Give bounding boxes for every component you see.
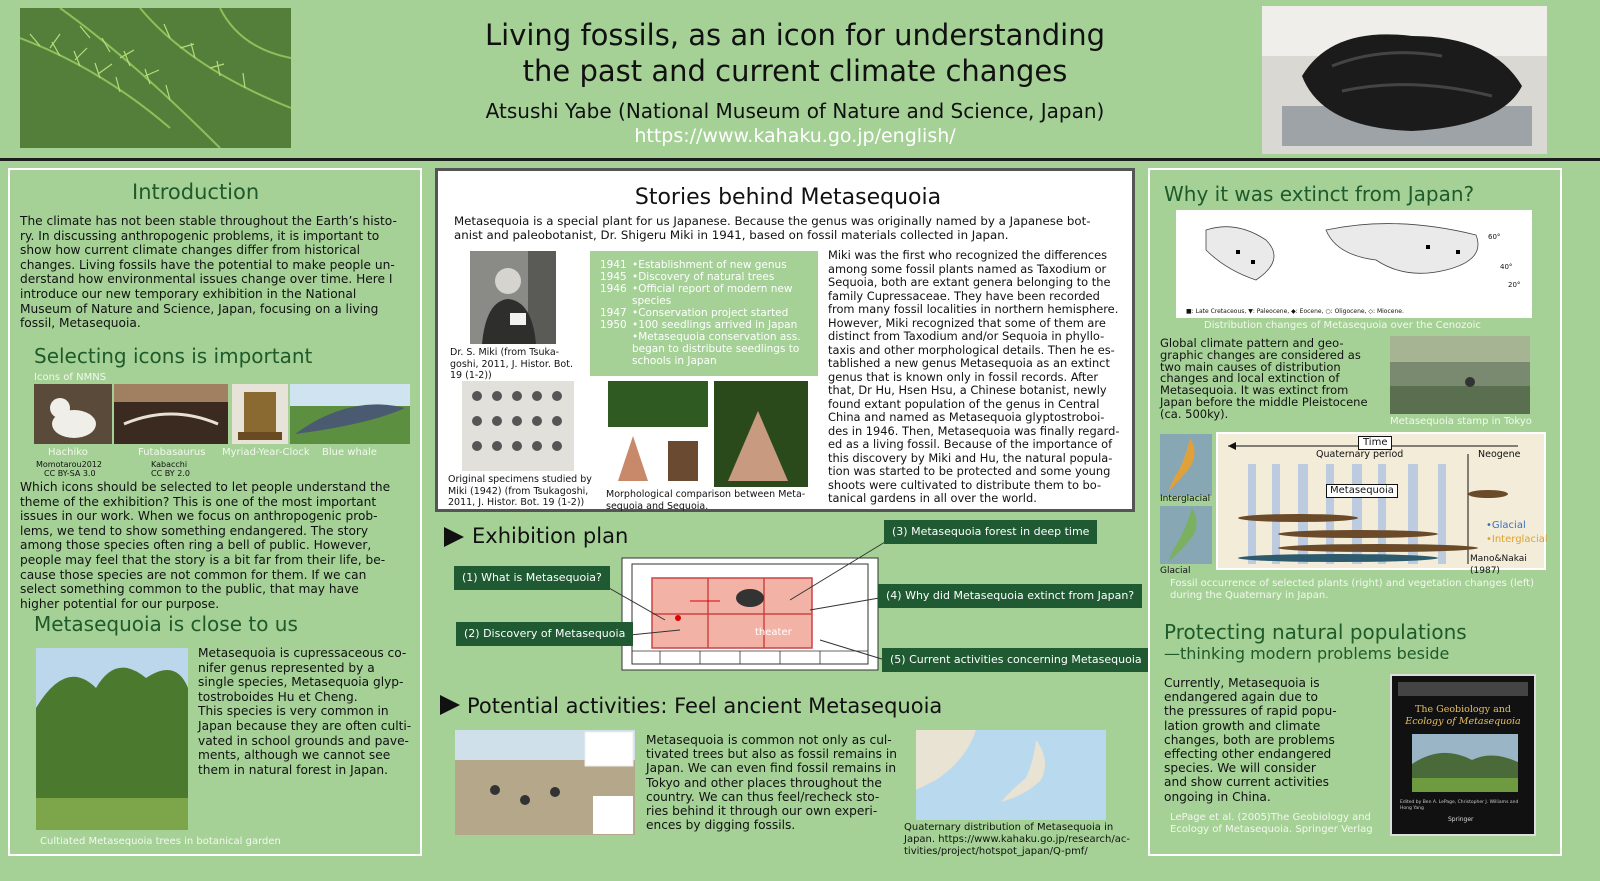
text-line: tablished a new genus Metasequoia as an extinct bbox=[828, 356, 1110, 370]
text-line: derstand how environmental issues change over time. Here I bbox=[20, 272, 393, 287]
text-line: issues in our work. When we focus on anthropogenic prob- bbox=[20, 509, 378, 524]
morph-caption bbox=[606, 489, 805, 512]
potential-arrow-icon bbox=[440, 695, 460, 715]
text-line: changes, both are problems bbox=[1164, 732, 1335, 747]
text-line: ments, although we cannot see bbox=[198, 748, 391, 763]
text-line: Japan because they are often culti- bbox=[198, 718, 412, 733]
caption-line: tivities/project/hotspot_japan/Q-pmf/ bbox=[904, 846, 1088, 857]
text-line: Tokyo and other places throughout the bbox=[646, 775, 882, 790]
plan-label-what-is: (1) What is Metasequoia? bbox=[454, 566, 610, 590]
timeline-year: 1945 bbox=[600, 271, 627, 283]
exhibition-title: Exhibition plan bbox=[472, 524, 629, 548]
right-panel bbox=[1148, 168, 1562, 856]
metasequoia-trees-photo bbox=[36, 648, 188, 830]
text-line: found extant population of the genus in Central bbox=[828, 396, 1100, 411]
text-line: ongoing in China. bbox=[1164, 789, 1271, 804]
chart-quaternary-label: Quaternary period bbox=[1316, 449, 1404, 460]
caption-line: Quaternary distribution of Metasequoia in bbox=[904, 822, 1114, 833]
protecting-subtitle: —thinking modern problems beside bbox=[1164, 644, 1450, 663]
text-line: effecting other endangered bbox=[1164, 747, 1332, 762]
stories-intro-2: anist and paleobotanist, Dr. Shigeru Miki in 1941, based on fossil materials collected in Japan. bbox=[454, 228, 1009, 242]
text-line: endangered again due to bbox=[1164, 690, 1318, 705]
fossil-digging-photo bbox=[455, 730, 635, 835]
text-line: them in natural forest in Japan. bbox=[198, 762, 389, 777]
trees-caption: Cultiated Metasequoia trees in botanical garden bbox=[40, 836, 281, 847]
caption-line: goshi, 2011, J. Histor. Bot. bbox=[450, 358, 573, 370]
specimen-caption bbox=[448, 474, 592, 509]
caption-line: Ecology of Metasequoia. Springer Verlag bbox=[1170, 824, 1373, 835]
protecting-text bbox=[1164, 676, 1384, 804]
text-line: Global climate pattern and geo- bbox=[1160, 336, 1344, 350]
text-line: This species is very common in bbox=[198, 704, 389, 719]
close-text bbox=[198, 646, 418, 777]
fossil-wood-photo bbox=[1262, 6, 1547, 154]
miki-portrait-photo bbox=[470, 251, 556, 344]
hachiko-credit-2: CC BY-SA 3.0 bbox=[44, 469, 96, 478]
morphology-comparison-photo bbox=[608, 381, 808, 487]
timeline-text: •Conservation project started bbox=[632, 307, 789, 319]
text-line: two main causes of distribution bbox=[1160, 359, 1341, 374]
extinct-text bbox=[1160, 338, 1386, 421]
caption-line: Japan. https://www.kahaku.go.jp/research/ac- bbox=[904, 834, 1130, 845]
text-line: from many fossil localities in northern hemisphere. bbox=[828, 302, 1119, 316]
stories-box bbox=[435, 168, 1135, 512]
stories-intro-1: Metasequoia is a special plant for us Japanese. Because the genus was originally named by a Japanese bot- bbox=[454, 214, 1091, 228]
text-line: tanical gardens in all over the world. bbox=[828, 491, 1037, 505]
timeline-text: began to distribute seedlings to bbox=[632, 343, 800, 355]
text-line: changes and local extinction of bbox=[1160, 371, 1340, 386]
text-line: single species, Metasequoia glyp- bbox=[198, 675, 404, 690]
chart-metasequoia-label: Metasequoia bbox=[1326, 484, 1398, 498]
chart-time-label: Time bbox=[1358, 436, 1392, 450]
text-line: among those species often ring a bell of public. However, bbox=[20, 538, 372, 553]
text-line: this discovery by Miki and Hu, the natural popula- bbox=[828, 450, 1113, 465]
text-line: ry. In discussing anthropogenic problems, it is important to bbox=[20, 228, 380, 243]
icons-section-title: Selecting icons is important bbox=[34, 344, 313, 368]
japan-glacial-map bbox=[1160, 506, 1212, 564]
text-line: Japan. We can even find fossil remains in bbox=[646, 761, 897, 776]
icon-name-clock: Myriad-Year-Clock bbox=[222, 447, 310, 458]
stories-title: Stories behind Metasequoia bbox=[634, 185, 942, 210]
cenozoic-distribution-map bbox=[1176, 210, 1532, 318]
text-line: shoots were cultivated to distribute them to bo- bbox=[828, 477, 1102, 492]
text-line: introduce our new temporary exhibition in the National bbox=[20, 286, 357, 301]
icon-name-whale: Blue whale bbox=[322, 447, 377, 458]
plan-label-current: (5) Current activities concerning Metasequoia bbox=[882, 648, 1150, 672]
book-title-1: The Geobiology and bbox=[1415, 704, 1511, 715]
timeline-text: •Metasequoia conservation ass. bbox=[632, 331, 801, 343]
potential-title: Potential activities: Feel ancient Metasequoia bbox=[467, 694, 943, 718]
poster-title-line2: the past and current climate changes bbox=[522, 54, 1068, 88]
protecting-title: Protecting natural populations bbox=[1164, 620, 1467, 644]
futabasaurus-photo bbox=[114, 384, 228, 444]
introduction-title: Introduction bbox=[132, 180, 260, 204]
text-line: tion was started to be protected and some young bbox=[828, 464, 1111, 478]
icons-text bbox=[20, 480, 420, 611]
caption-line: 19 (1-2)) bbox=[450, 370, 492, 381]
caption-line: sequoia and Sequoia. bbox=[606, 500, 709, 512]
hachiko-photo bbox=[34, 384, 112, 444]
japan-map-caption bbox=[904, 822, 1130, 858]
text-line: ries behind it through our own experi- bbox=[646, 804, 878, 819]
japan-interglacial-map bbox=[1160, 434, 1212, 496]
icons-caption: Icons of NMNS bbox=[34, 372, 107, 383]
chart-neogene-label: Neogene bbox=[1478, 449, 1521, 460]
caption-line: Fossil occurrence of selected plants (right) and vegetation changes (left) bbox=[1170, 578, 1534, 589]
text-line: select something common to the public, that may have bbox=[20, 582, 359, 597]
caption-line: Dr. S. Miki (from Tsuka- bbox=[450, 347, 560, 358]
text-line: tostroboides Hu et Cheng. bbox=[198, 689, 358, 704]
miki-caption bbox=[450, 347, 573, 382]
hachiko-credit-1: Momotarou2012 bbox=[36, 460, 102, 469]
futabasaurus-credit-1: Kabacchi bbox=[151, 460, 188, 469]
myriad-year-clock-photo bbox=[232, 384, 288, 444]
text-line: cause those species are not common for them. If we can bbox=[20, 567, 367, 582]
text-line: vated in school grounds and pave- bbox=[198, 733, 409, 748]
timeline-text: •Official report of modern new bbox=[632, 283, 793, 295]
timeline-box bbox=[590, 251, 818, 376]
map-lat-20: 20° bbox=[1508, 281, 1521, 289]
futabasaurus-credit-2: CC BY 2.0 bbox=[151, 469, 190, 478]
metasequoia-leaves-photo bbox=[20, 8, 291, 148]
text-line: genus that is known only in fossil records. After bbox=[828, 369, 1099, 384]
plan-label-discovery: (2) Discovery of Metasequoia bbox=[456, 622, 633, 646]
text-line: Metasequoia is cupressaceous co- bbox=[198, 646, 407, 660]
plan-label-extinct: (4) Why did Metasequoia extinct from Japan? bbox=[878, 584, 1142, 608]
timeline-year: 1947 bbox=[600, 307, 627, 319]
icon-name-futabasaurus: Futabasaurus bbox=[138, 447, 206, 458]
poster-author: Atsushi Yabe (National Museum of Nature and Science, Japan) bbox=[485, 99, 1105, 123]
original-specimens-photo bbox=[462, 381, 574, 471]
caption-line: Miki (1942) (from Tsukagoshi, bbox=[448, 485, 589, 497]
text-line: taxis and other morphological details. Then he es- bbox=[828, 342, 1115, 357]
text-line: Japan before the middle Pleistocene bbox=[1160, 394, 1368, 409]
text-line: Currently, Metasequoia is bbox=[1164, 676, 1320, 690]
timeline-text: •100 seedlings arrived in Japan bbox=[632, 319, 798, 331]
text-line: (ca. 500ky). bbox=[1160, 406, 1229, 421]
plan-label-deep-time: (3) Metasequoia forest in deep time bbox=[884, 520, 1097, 544]
quaternary-caption bbox=[1170, 578, 1534, 602]
text-line: higher potential for our purpose. bbox=[20, 596, 220, 611]
text-line: ed as a living fossil. Because of the importance of bbox=[828, 437, 1113, 451]
text-line: show how current climate changes differ from historical bbox=[20, 243, 361, 258]
stamp-caption: Metasequoia stamp in Tokyo bbox=[1390, 416, 1532, 427]
poster-title-line1: Living fossils, as an icon for understanding bbox=[485, 18, 1105, 52]
text-line: and show current activities bbox=[1164, 775, 1329, 790]
text-line: changes. Living fossils have the potential to make people un- bbox=[20, 257, 395, 272]
text-line: ences by digging fossils. bbox=[646, 818, 796, 833]
caption-line: Morphological comparison between Meta- bbox=[606, 489, 806, 500]
text-line: country. We can thus feel/recheck sto- bbox=[646, 789, 880, 804]
text-line: distinct from Taxodium and/or Sequoia in phyllo- bbox=[828, 329, 1105, 343]
close-section-title: Metasequoia is close to us bbox=[34, 612, 298, 636]
introduction-text bbox=[20, 214, 420, 331]
map-legend: ■: Late Cretaceous, ▼: Paleocene, ◆: Eocene, ○: Oligocene, ◇: Miocene. bbox=[1186, 308, 1404, 315]
timeline-year: 1941 bbox=[600, 259, 627, 271]
timeline-text: •Discovery of natural trees bbox=[632, 271, 775, 283]
book-landscape-photo bbox=[1412, 734, 1518, 792]
text-line: Which icons should be selected to let people understand the bbox=[20, 480, 391, 494]
caption-line: 2011, J. Histor. Bot. 19 (1-2)) bbox=[448, 497, 585, 508]
text-line: nifer genus represented by a bbox=[198, 660, 375, 675]
extinct-title: Why it was extinct from Japan? bbox=[1164, 182, 1475, 206]
book-editors: Edited by Ben A. LePage, Christopher J. Williams and Hong Yang bbox=[1400, 800, 1519, 811]
timeline-text: schools in Japan bbox=[632, 355, 717, 367]
map-caption: Distribution changes of Metasequoia over the Cenozoic bbox=[1204, 320, 1481, 331]
text-line: However, Miki recognized that some of them are bbox=[828, 315, 1106, 330]
caption-line: LePage et al. (2005)The Geobiology and bbox=[1170, 812, 1371, 823]
text-line: the pressures of rapid popu- bbox=[1164, 704, 1337, 719]
text-line: among some fossil plants named as Taxodium or bbox=[828, 261, 1107, 276]
metasequoia-stamp-photo bbox=[1390, 336, 1530, 414]
blue-whale-photo bbox=[290, 384, 410, 444]
text-line: des in 1946. Then, Metasequoia was finally regard- bbox=[828, 423, 1120, 438]
text-line: lems, we tend to show something endangered. The story bbox=[20, 523, 369, 538]
text-line: Metasequoia. It was extinct from bbox=[1160, 383, 1349, 398]
text-line: The climate has not been stable throughout the Earth’s histo- bbox=[20, 214, 397, 228]
text-line: graphic changes are considered as bbox=[1160, 347, 1361, 362]
left-panel bbox=[8, 168, 422, 856]
chart-interglacial-legend: •Interglacial bbox=[1486, 534, 1548, 545]
text-line: fossil, Metasequoia. bbox=[20, 316, 141, 331]
poster-url[interactable]: https://www.kahaku.go.jp/english/ bbox=[634, 125, 956, 147]
exhibition-arrow-icon bbox=[444, 527, 464, 547]
potential-text bbox=[646, 733, 906, 832]
text-line: theme of the exhibition? This is one of the most important bbox=[20, 494, 377, 509]
book-publisher: Springer bbox=[1448, 816, 1474, 823]
text-line: that, Dr Hu, Hsen Hsu, a Chinese botanist, newly bbox=[828, 383, 1107, 397]
map-lat-60: 60° bbox=[1488, 233, 1501, 241]
caption-line: Original specimens studied by bbox=[448, 474, 592, 485]
theater-label: theater bbox=[755, 627, 792, 638]
stories-right-text bbox=[828, 249, 1130, 506]
text-line: Museum of Nature and Science, Japan, focusing on a living bbox=[20, 301, 379, 316]
glacial-label: Glacial bbox=[1160, 566, 1191, 576]
chart-credit: Mano&Nakai (1987) bbox=[1470, 554, 1527, 576]
timeline-text: •Establishment of new genus bbox=[632, 259, 787, 271]
book-filmstrip bbox=[1398, 682, 1528, 696]
chart-glacial-legend: •Glacial bbox=[1486, 520, 1526, 531]
book-reference bbox=[1170, 812, 1373, 836]
icon-name-hachiko: Hachiko bbox=[48, 447, 88, 458]
caption-line: during the Quaternary in Japan. bbox=[1170, 590, 1329, 601]
timeline-year: 1950 bbox=[600, 319, 627, 331]
timeline-year: 1946 bbox=[600, 283, 627, 295]
text-line: tivated trees but also as fossil remains in bbox=[646, 747, 897, 762]
text-line: Metasequoia is common not only as cul- bbox=[646, 733, 892, 747]
map-lat-40: 40° bbox=[1500, 263, 1513, 271]
interglacial-label: Interglacial bbox=[1160, 494, 1211, 504]
japan-quaternary-map bbox=[916, 730, 1106, 820]
text-line: China and named as Metasequoia glyptostroboi- bbox=[828, 410, 1105, 424]
plan-connector-lines bbox=[590, 540, 890, 670]
text-line: species. We will consider bbox=[1164, 761, 1316, 776]
timeline-text: species bbox=[632, 295, 672, 307]
book-title-2: Ecology of Metasequoia bbox=[1405, 716, 1521, 727]
quaternary-chart bbox=[1216, 432, 1548, 576]
text-line: Sequoia, both are extant genera belonging to the bbox=[828, 275, 1111, 289]
text-line: lation growth and climate bbox=[1164, 718, 1321, 733]
book-cover bbox=[1390, 674, 1536, 836]
poster-header bbox=[0, 0, 1600, 161]
text-line: people may feel that the story is a bit far from their life, be- bbox=[20, 552, 386, 567]
text-line: Miki was the first who recognized the differences bbox=[828, 248, 1108, 262]
text-line: family Cupressaceae. They have been recorded bbox=[828, 288, 1100, 303]
